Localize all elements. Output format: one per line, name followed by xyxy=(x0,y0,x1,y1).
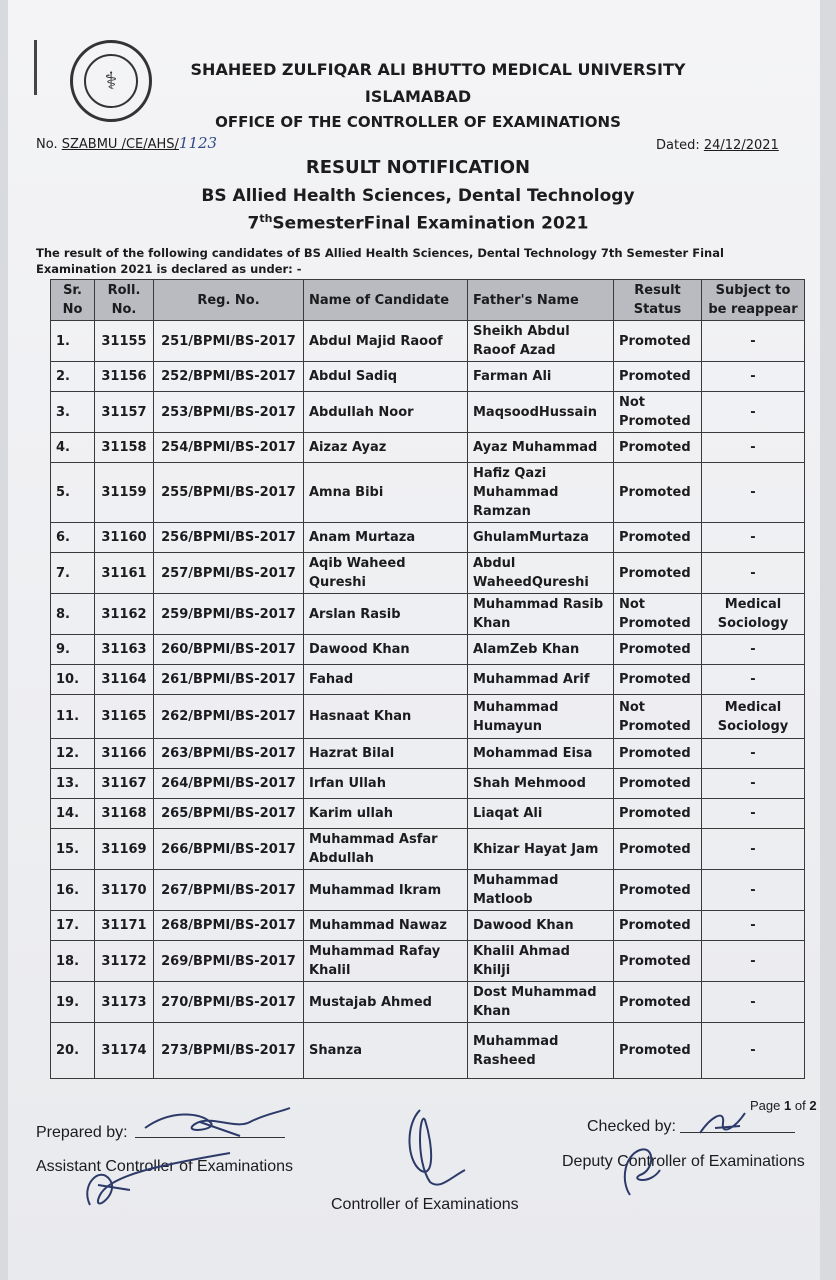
cell-father: Khalil Ahmad Khilji xyxy=(468,941,614,982)
cell-roll: 31160 xyxy=(95,523,154,553)
deputy-signature-icon xyxy=(615,1140,665,1200)
cell-name: Muhammad Asfar Abdullah xyxy=(304,829,468,870)
cell-sr: 2. xyxy=(51,362,95,392)
cell-status: Promoted xyxy=(614,911,702,941)
cell-roll: 31162 xyxy=(95,594,154,635)
col-header-reappear: Subject to be reappear xyxy=(702,280,805,321)
cell-reg: 266/BPMI/BS-2017 xyxy=(154,829,304,870)
ref-label: No. xyxy=(36,137,58,152)
results-table xyxy=(50,279,805,1079)
cell-reappear: - xyxy=(702,553,805,594)
cell-name: Dawood Khan xyxy=(304,635,468,665)
page-title: RESULT NOTIFICATION xyxy=(305,157,531,178)
table-row xyxy=(51,739,805,769)
exam-rest: SemesterFinal Examination 2021 xyxy=(272,213,589,234)
cell-sr: 7. xyxy=(51,553,95,594)
cell-reappear: Medical Sociology xyxy=(702,695,805,739)
table-row xyxy=(51,594,805,635)
cell-name: Arslan Rasib xyxy=(304,594,468,635)
assistant-controller-title: Assistant Controller of Examinations xyxy=(36,1158,293,1175)
cell-status: Promoted xyxy=(614,433,702,463)
cell-status: Promoted xyxy=(614,870,702,911)
cell-reg: 273/BPMI/BS-2017 xyxy=(154,1023,304,1079)
cell-reg: 264/BPMI/BS-2017 xyxy=(154,769,304,799)
cell-roll: 31159 xyxy=(95,463,154,523)
cell-reappear: - xyxy=(702,769,805,799)
cell-name: Shanza xyxy=(304,1023,468,1079)
cell-name: Aizaz Ayaz xyxy=(304,433,468,463)
cell-name: Anam Murtaza xyxy=(304,523,468,553)
table-row xyxy=(51,799,805,829)
cell-status: Promoted xyxy=(614,1023,702,1079)
cell-sr: 19. xyxy=(51,982,95,1023)
cell-reg: 263/BPMI/BS-2017 xyxy=(154,739,304,769)
cell-roll: 31168 xyxy=(95,799,154,829)
cell-name: Fahad xyxy=(304,665,468,695)
cell-father: Abdul WaheedQureshi xyxy=(468,553,614,594)
cell-roll: 31165 xyxy=(95,695,154,739)
table-row xyxy=(51,665,805,695)
cell-father: Hafiz Qazi Muhammad Ramzan xyxy=(468,463,614,523)
table-row xyxy=(51,635,805,665)
cell-father: Khizar Hayat Jam xyxy=(468,829,614,870)
exam-title xyxy=(0,212,836,234)
table-row xyxy=(51,941,805,982)
exam-sup: th xyxy=(259,212,273,225)
cell-sr: 13. xyxy=(51,769,95,799)
table-header-row xyxy=(51,280,805,321)
cell-status: Promoted xyxy=(614,321,702,362)
cell-reg: 256/BPMI/BS-2017 xyxy=(154,523,304,553)
cell-status: Promoted xyxy=(614,829,702,870)
cell-reappear: - xyxy=(702,982,805,1023)
cell-roll: 31171 xyxy=(95,911,154,941)
cell-sr: 12. xyxy=(51,739,95,769)
cell-status: Promoted xyxy=(614,941,702,982)
cell-name: Muhammad Nawaz xyxy=(304,911,468,941)
reference-number xyxy=(36,134,217,152)
cell-father: Muhammad Matloob xyxy=(468,870,614,911)
table-row xyxy=(51,523,805,553)
cell-reappear: - xyxy=(702,433,805,463)
cell-father: Farman Ali xyxy=(468,362,614,392)
table-row xyxy=(51,870,805,911)
cell-name: Aqib Waheed Qureshi xyxy=(304,553,468,594)
cell-sr: 8. xyxy=(51,594,95,635)
table-row xyxy=(51,911,805,941)
cell-reappear: - xyxy=(702,870,805,911)
cell-status: Promoted xyxy=(614,362,702,392)
cell-father: Ayaz Muhammad xyxy=(468,433,614,463)
table-row xyxy=(51,433,805,463)
cell-roll: 31166 xyxy=(95,739,154,769)
assistant-signature-icon xyxy=(70,1145,250,1220)
caduceus-icon: ⚕ xyxy=(84,54,138,108)
cell-name: Muhammad Ikram xyxy=(304,870,468,911)
table-row xyxy=(51,362,805,392)
cell-reg: 255/BPMI/BS-2017 xyxy=(154,463,304,523)
cell-status: Promoted xyxy=(614,982,702,1023)
cell-reappear: - xyxy=(702,941,805,982)
cell-reappear: - xyxy=(702,665,805,695)
cell-status: Promoted xyxy=(614,769,702,799)
cell-roll: 31172 xyxy=(95,941,154,982)
cell-reappear: - xyxy=(702,635,805,665)
cell-roll: 31158 xyxy=(95,433,154,463)
cell-sr: 17. xyxy=(51,911,95,941)
checked-signature-icon xyxy=(695,1098,755,1143)
checked-by-label: Checked by: xyxy=(587,1118,676,1135)
col-header-roll: Roll. No. xyxy=(95,280,154,321)
cell-reappear: - xyxy=(702,829,805,870)
cell-reappear: - xyxy=(702,392,805,433)
date-value: 24/12/2021 xyxy=(703,138,779,153)
cell-reappear: - xyxy=(702,1023,805,1079)
ref-handwritten: 1123 xyxy=(178,134,218,152)
cell-roll: 31164 xyxy=(95,665,154,695)
cell-status: Promoted xyxy=(614,665,702,695)
cell-father: AlamZeb Khan xyxy=(468,635,614,665)
cell-sr: 18. xyxy=(51,941,95,982)
page-label: Page xyxy=(750,1098,781,1113)
cell-roll: 31167 xyxy=(95,769,154,799)
cell-roll: 31163 xyxy=(95,635,154,665)
cell-father: Muhammad Rasheed xyxy=(468,1023,614,1079)
cell-roll: 31170 xyxy=(95,870,154,911)
cell-sr: 14. xyxy=(51,799,95,829)
cell-name: Abdullah Noor xyxy=(304,392,468,433)
cell-father: Dawood Khan xyxy=(468,911,614,941)
cell-reg: 265/BPMI/BS-2017 xyxy=(154,799,304,829)
program-title: BS Allied Health Sciences, Dental Technology xyxy=(201,186,635,206)
table-row xyxy=(51,769,805,799)
table-row xyxy=(51,1023,805,1079)
deputy-controller-title: Deputy Controller of Examinations xyxy=(562,1153,805,1170)
table-row xyxy=(51,321,805,362)
prepared-signature-icon xyxy=(140,1100,300,1150)
cell-sr: 1. xyxy=(51,321,95,362)
ref-number: SZABMU /CE/AHS/ xyxy=(61,137,179,152)
cell-reg: 262/BPMI/BS-2017 xyxy=(154,695,304,739)
cell-name: Irfan Ullah xyxy=(304,769,468,799)
page-of: of xyxy=(794,1098,806,1113)
cell-roll: 31173 xyxy=(95,982,154,1023)
controller-signature-icon xyxy=(395,1100,485,1195)
cell-status: Promoted xyxy=(614,523,702,553)
cell-father: Muhammad Humayun xyxy=(468,695,614,739)
col-header-reg: Reg. No. xyxy=(154,280,304,321)
cell-reappear: - xyxy=(702,321,805,362)
cell-sr: 3. xyxy=(51,392,95,433)
page-indicator xyxy=(750,1098,817,1113)
cell-status: Promoted xyxy=(614,553,702,594)
cell-reg: 260/BPMI/BS-2017 xyxy=(154,635,304,665)
intro-text: The result of the following candidates of BS Allied Health Sciences, Dental Technology 7th Semester Final Examination 2021 is declared as under: - xyxy=(36,246,724,276)
cell-reg: 254/BPMI/BS-2017 xyxy=(154,433,304,463)
cell-status: Not Promoted xyxy=(614,594,702,635)
col-header-name: Name of Candidate xyxy=(304,280,468,321)
dated-label: Dated: xyxy=(656,138,700,153)
cell-reg: 253/BPMI/BS-2017 xyxy=(154,392,304,433)
table-row xyxy=(51,392,805,433)
controller-title: Controller of Examinations xyxy=(331,1196,519,1213)
cell-sr: 4. xyxy=(51,433,95,463)
cell-reg: 252/BPMI/BS-2017 xyxy=(154,362,304,392)
cell-reappear: - xyxy=(702,911,805,941)
cell-sr: 9. xyxy=(51,635,95,665)
cell-name: Mustajab Ahmed xyxy=(304,982,468,1023)
date-line xyxy=(656,138,779,153)
cell-sr: 16. xyxy=(51,870,95,911)
col-header-sr: Sr. No xyxy=(51,280,95,321)
cell-status: Promoted xyxy=(614,635,702,665)
cell-father: Dost Muhammad Khan xyxy=(468,982,614,1023)
cell-name: Abdul Sadiq xyxy=(304,362,468,392)
cell-status: Promoted xyxy=(614,739,702,769)
cell-reg: 257/BPMI/BS-2017 xyxy=(154,553,304,594)
exam-num: 7 xyxy=(247,213,260,234)
table-row xyxy=(51,829,805,870)
cell-reg: 268/BPMI/BS-2017 xyxy=(154,911,304,941)
university-seal-logo xyxy=(70,40,152,122)
cell-father: GhulamMurtaza xyxy=(468,523,614,553)
cell-roll: 31157 xyxy=(95,392,154,433)
cell-reg: 261/BPMI/BS-2017 xyxy=(154,665,304,695)
university-name: SHAHEED ZULFIQAR ALI BHUTTO MEDICAL UNIVERSITY xyxy=(190,60,686,79)
cell-sr: 10. xyxy=(51,665,95,695)
table-row xyxy=(51,553,805,594)
cell-reg: 251/BPMI/BS-2017 xyxy=(154,321,304,362)
cell-father: Sheikh Abdul Raoof Azad xyxy=(468,321,614,362)
cell-sr: 20. xyxy=(51,1023,95,1079)
cell-father: MaqsoodHussain xyxy=(468,392,614,433)
cell-name: Hasnaat Khan xyxy=(304,695,468,739)
table-row xyxy=(51,463,805,523)
cell-reappear: - xyxy=(702,362,805,392)
cell-name: Abdul Majid Raoof xyxy=(304,321,468,362)
cell-sr: 15. xyxy=(51,829,95,870)
col-header-father: Father's Name xyxy=(468,280,614,321)
city-name: ISLAMABAD xyxy=(364,87,472,106)
table-row xyxy=(51,982,805,1023)
cell-status: Promoted xyxy=(614,799,702,829)
cell-name: Hazrat Bilal xyxy=(304,739,468,769)
page-total: 2 xyxy=(809,1098,817,1113)
cell-father: Liaqat Ali xyxy=(468,799,614,829)
cell-reg: 267/BPMI/BS-2017 xyxy=(154,870,304,911)
cell-reappear: - xyxy=(702,463,805,523)
cell-status: Not Promoted xyxy=(614,392,702,433)
cell-roll: 31174 xyxy=(95,1023,154,1079)
cell-father: Shah Mehmood xyxy=(468,769,614,799)
cell-name: Karim ullah xyxy=(304,799,468,829)
cell-reappear: - xyxy=(702,523,805,553)
cell-father: Mohammad Eisa xyxy=(468,739,614,769)
cell-reg: 270/BPMI/BS-2017 xyxy=(154,982,304,1023)
cell-name: Muhammad Rafay Khalil xyxy=(304,941,468,982)
cell-roll: 31156 xyxy=(95,362,154,392)
office-name: OFFICE OF THE CONTROLLER OF EXAMINATIONS xyxy=(215,113,621,131)
cell-roll: 31169 xyxy=(95,829,154,870)
cell-sr: 6. xyxy=(51,523,95,553)
cell-name: Amna Bibi xyxy=(304,463,468,523)
cell-status: Not Promoted xyxy=(614,695,702,739)
col-header-status: Result Status xyxy=(614,280,702,321)
prepared-by-label: Prepared by: xyxy=(36,1124,128,1141)
cell-reappear: Medical Sociology xyxy=(702,594,805,635)
cell-reappear: - xyxy=(702,739,805,769)
cell-reg: 269/BPMI/BS-2017 xyxy=(154,941,304,982)
cell-father: Muhammad Arif xyxy=(468,665,614,695)
cell-reappear: - xyxy=(702,799,805,829)
table-row xyxy=(51,695,805,739)
cell-roll: 31155 xyxy=(95,321,154,362)
cell-status: Promoted xyxy=(614,463,702,523)
cell-reg: 259/BPMI/BS-2017 xyxy=(154,594,304,635)
cell-sr: 5. xyxy=(51,463,95,523)
cell-father: Muhammad Rasib Khan xyxy=(468,594,614,635)
cell-sr: 11. xyxy=(51,695,95,739)
cell-roll: 31161 xyxy=(95,553,154,594)
page-number: 1 xyxy=(784,1098,792,1113)
